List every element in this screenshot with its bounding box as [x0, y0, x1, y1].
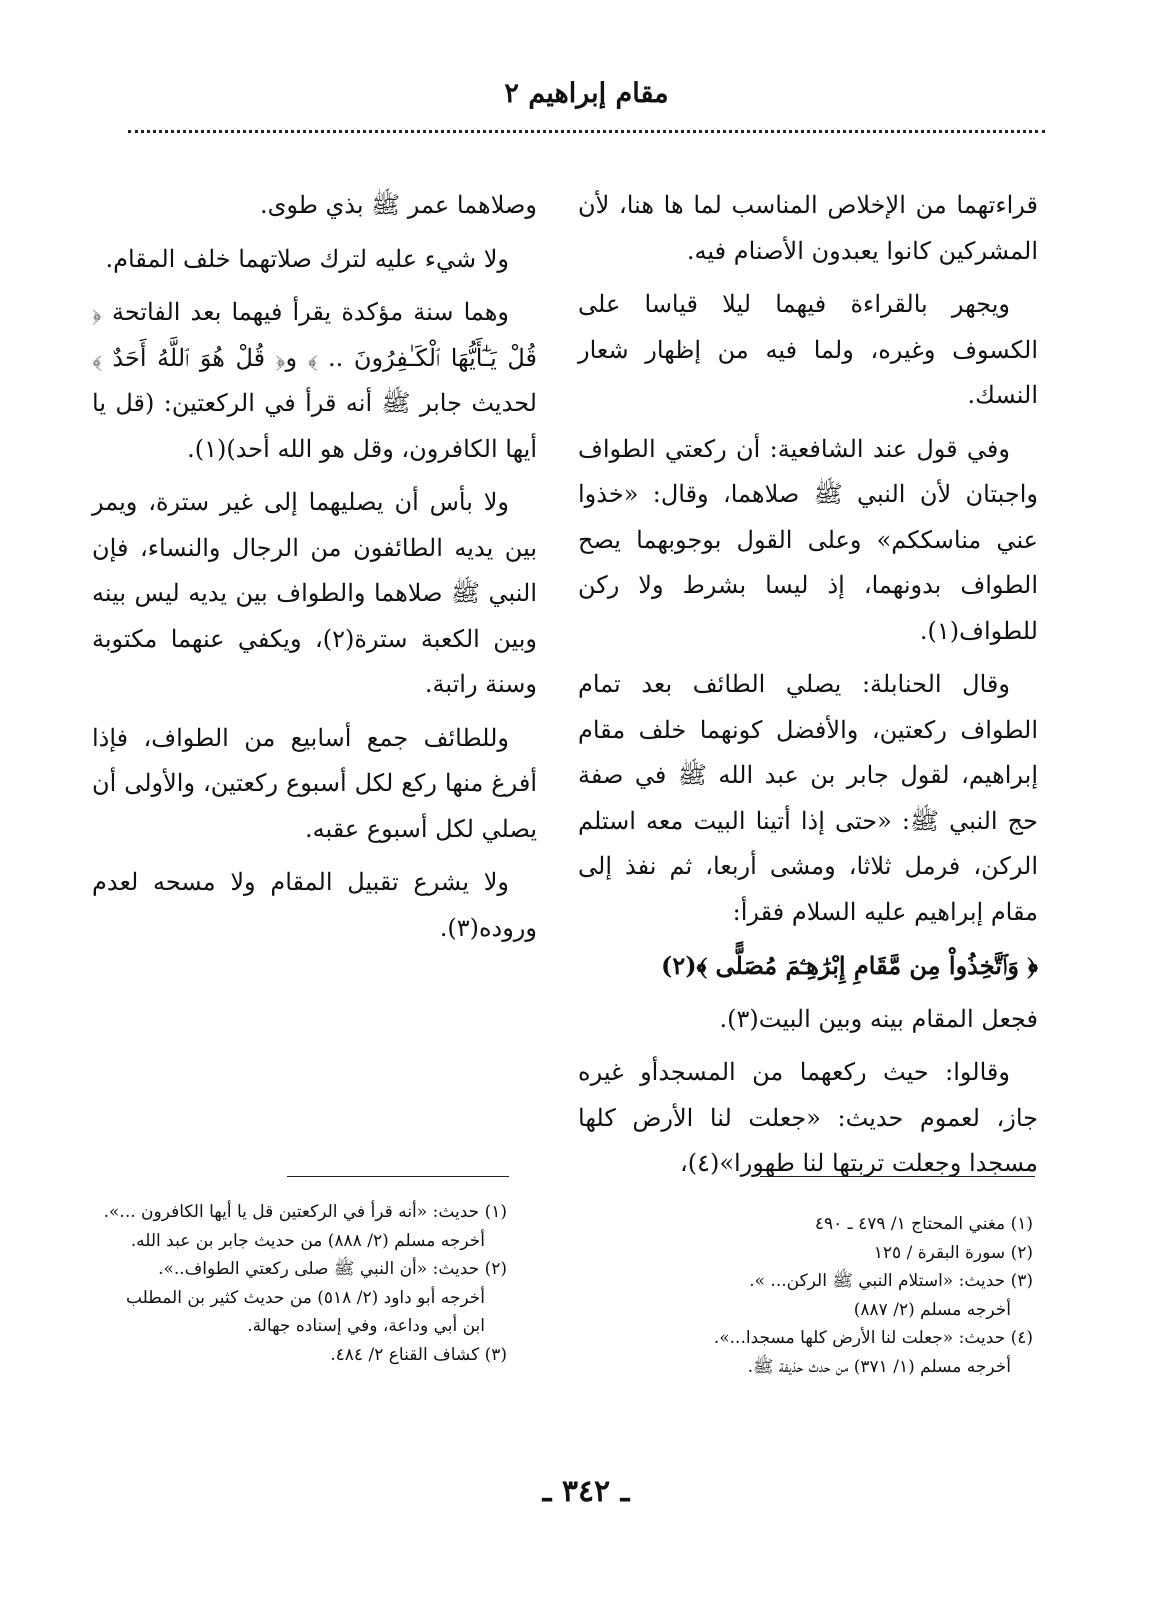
paragraph: ويجهر بالقراءة فيهما ليلا قياسا على الكسوف وغيره، ولما فيه من إظهار شعار النسك.	[578, 290, 1038, 409]
footnote-source: أخرجه مسلم (١/ ٣٧١) من حدث حذيفة ﷺ.	[747, 1356, 1011, 1377]
footnote: (٢) سورة البقرة / ١٢٥	[873, 1242, 1033, 1263]
right-text-column	[578, 183, 1038, 1195]
footnotes-right	[568, 1210, 1033, 1381]
paragraph: وصلاهما عمر ﷺ بذي طوى.	[259, 191, 537, 219]
paragraph: وللطائف جمع أسابيع من الطواف، فإذا أفرغ منها ركع لكل أسبوع ركعتين، والأولى أن يصلي لكل أسبوع عقبه.	[92, 723, 537, 843]
footnote-separator-right	[760, 1176, 1035, 1177]
page-title: مقام إبراهيم ٢	[504, 78, 669, 109]
footnote: (٤) حديث: «جعلت لنا الأرض كلها مسجدا...».	[713, 1328, 1033, 1348]
footnote: (٣) حديث: «استلام النبي ﷺ الركن... ».	[749, 1271, 1033, 1291]
footnotes-left	[92, 1198, 507, 1369]
page-number: ـ ٣٤٢ ـ	[542, 1474, 630, 1509]
paragraph: وقال الحنابلة: يصلي الطائف بعد تمام الطواف ركعتين، والأفضل كونهما خلف مقام إبراهيم، لقول جابر بن عبد الله ﷺ في صفة حج النبي ﷺ: «حتى إذا أتينا البيت معه استلم الركن، فرمل ثلاثا، ومشى أربعا، ثم نفذ إلى مقام إبراهيم عليه السلام فقرأ:	[578, 670, 1038, 926]
paragraph: وقالوا: حيث ركعهما من المسجدأو غيره جاز، لعموم حديث: «جعلت لنا الأرض كلها مسجدا وجعلت تربتها لنا طهورا»(٤)،	[578, 1058, 1038, 1177]
paragraph: قراءتهما من الإخلاص المناسب لما ها هنا، لأن المشركين كانوا يعبدون الأصنام فيه.	[578, 191, 1038, 265]
footnote: (٢) حديث: «أن النبي ﷺ صلى ركعتي الطواف..».	[158, 1259, 507, 1279]
footnote-separator-left	[287, 1176, 509, 1177]
paragraph: وهما سنة مؤكدة يقرأ فيهما بعد الفاتحة ﴿ قُلْ يَـٰٓأَيُّهَا ٱلْكَـٰفِرُونَ .. ﴾ و﴿ قُلْ هُوَ ٱللَّهُ أَحَدٌ ﴾لحديث جابر ﷺ أنه قرأ في الركعتين: (قل يا أيها الكافرون، وقل هو الله أحد)(١).	[92, 298, 537, 463]
paragraph: وفي قول عند الشافعية: أن ركعتي الطواف واجبتان لأن النبي ﷺ صلاهما، وقال: «خذوا عني مناسككم» وعلى القول بوجوبهما يصح الطواف بدونهما، إذ ليسا بشرط ولا ركن للطواف(١).	[578, 434, 1038, 645]
paragraph: ولا بأس أن يصليهما إلى غير سترة، ويمر بين يديه الطائفون من الرجال والنساء، فإن النبي ﷺ صلاهما والطواف بين يديه ليس بينه وبين الكعبة سترة(٢)، ويكفي عنهما مكتوبة وسنة راتبة.	[92, 488, 537, 698]
left-text-column	[92, 183, 537, 959]
paragraph: ولا يشرع تقبيل المقام ولا مسحه لعدم وروده(٣).	[92, 868, 537, 942]
footnote: (١) مغني المحتاج ١/ ٤٧٩ ـ ٤٩٠	[814, 1214, 1033, 1234]
paragraph: ولا شيء عليه لترك صلاتهما خلف المقام.	[105, 244, 509, 273]
quran-verse: ﴿ وَٱتَّخِذُواْ مِن مَّقَامِ إِبْرَٰهِـۧمَ مُصَلًّى ﴾(٢)	[660, 951, 1038, 980]
footnote-source: أخرجه أبو داود (٢/ ٥١٨) من حديث كثير بن المطلب	[125, 1287, 485, 1308]
footnote: (٣) كشاف القناع ٢/ ٤٨٤.	[330, 1344, 507, 1365]
footnote-source: ابن أبي وداعة، وفي إسناده جهالة.	[247, 1316, 485, 1336]
header-dotted-rule	[128, 130, 1045, 133]
paragraph: فجعل المقام بينه وبين البيت(٣).	[719, 1004, 1038, 1033]
footnote-source: أخرجه مسلم (٢/ ٨٨٧)	[853, 1299, 1011, 1320]
footnote: (١) حديث: «أنه قرأ في الركعتين قل يا أيها الكافرون ...».	[103, 1202, 507, 1222]
footnote-source: أخرجه مسلم (٢/ ٨٨٨) من حديث جابر بن عبد الله.	[130, 1230, 485, 1251]
